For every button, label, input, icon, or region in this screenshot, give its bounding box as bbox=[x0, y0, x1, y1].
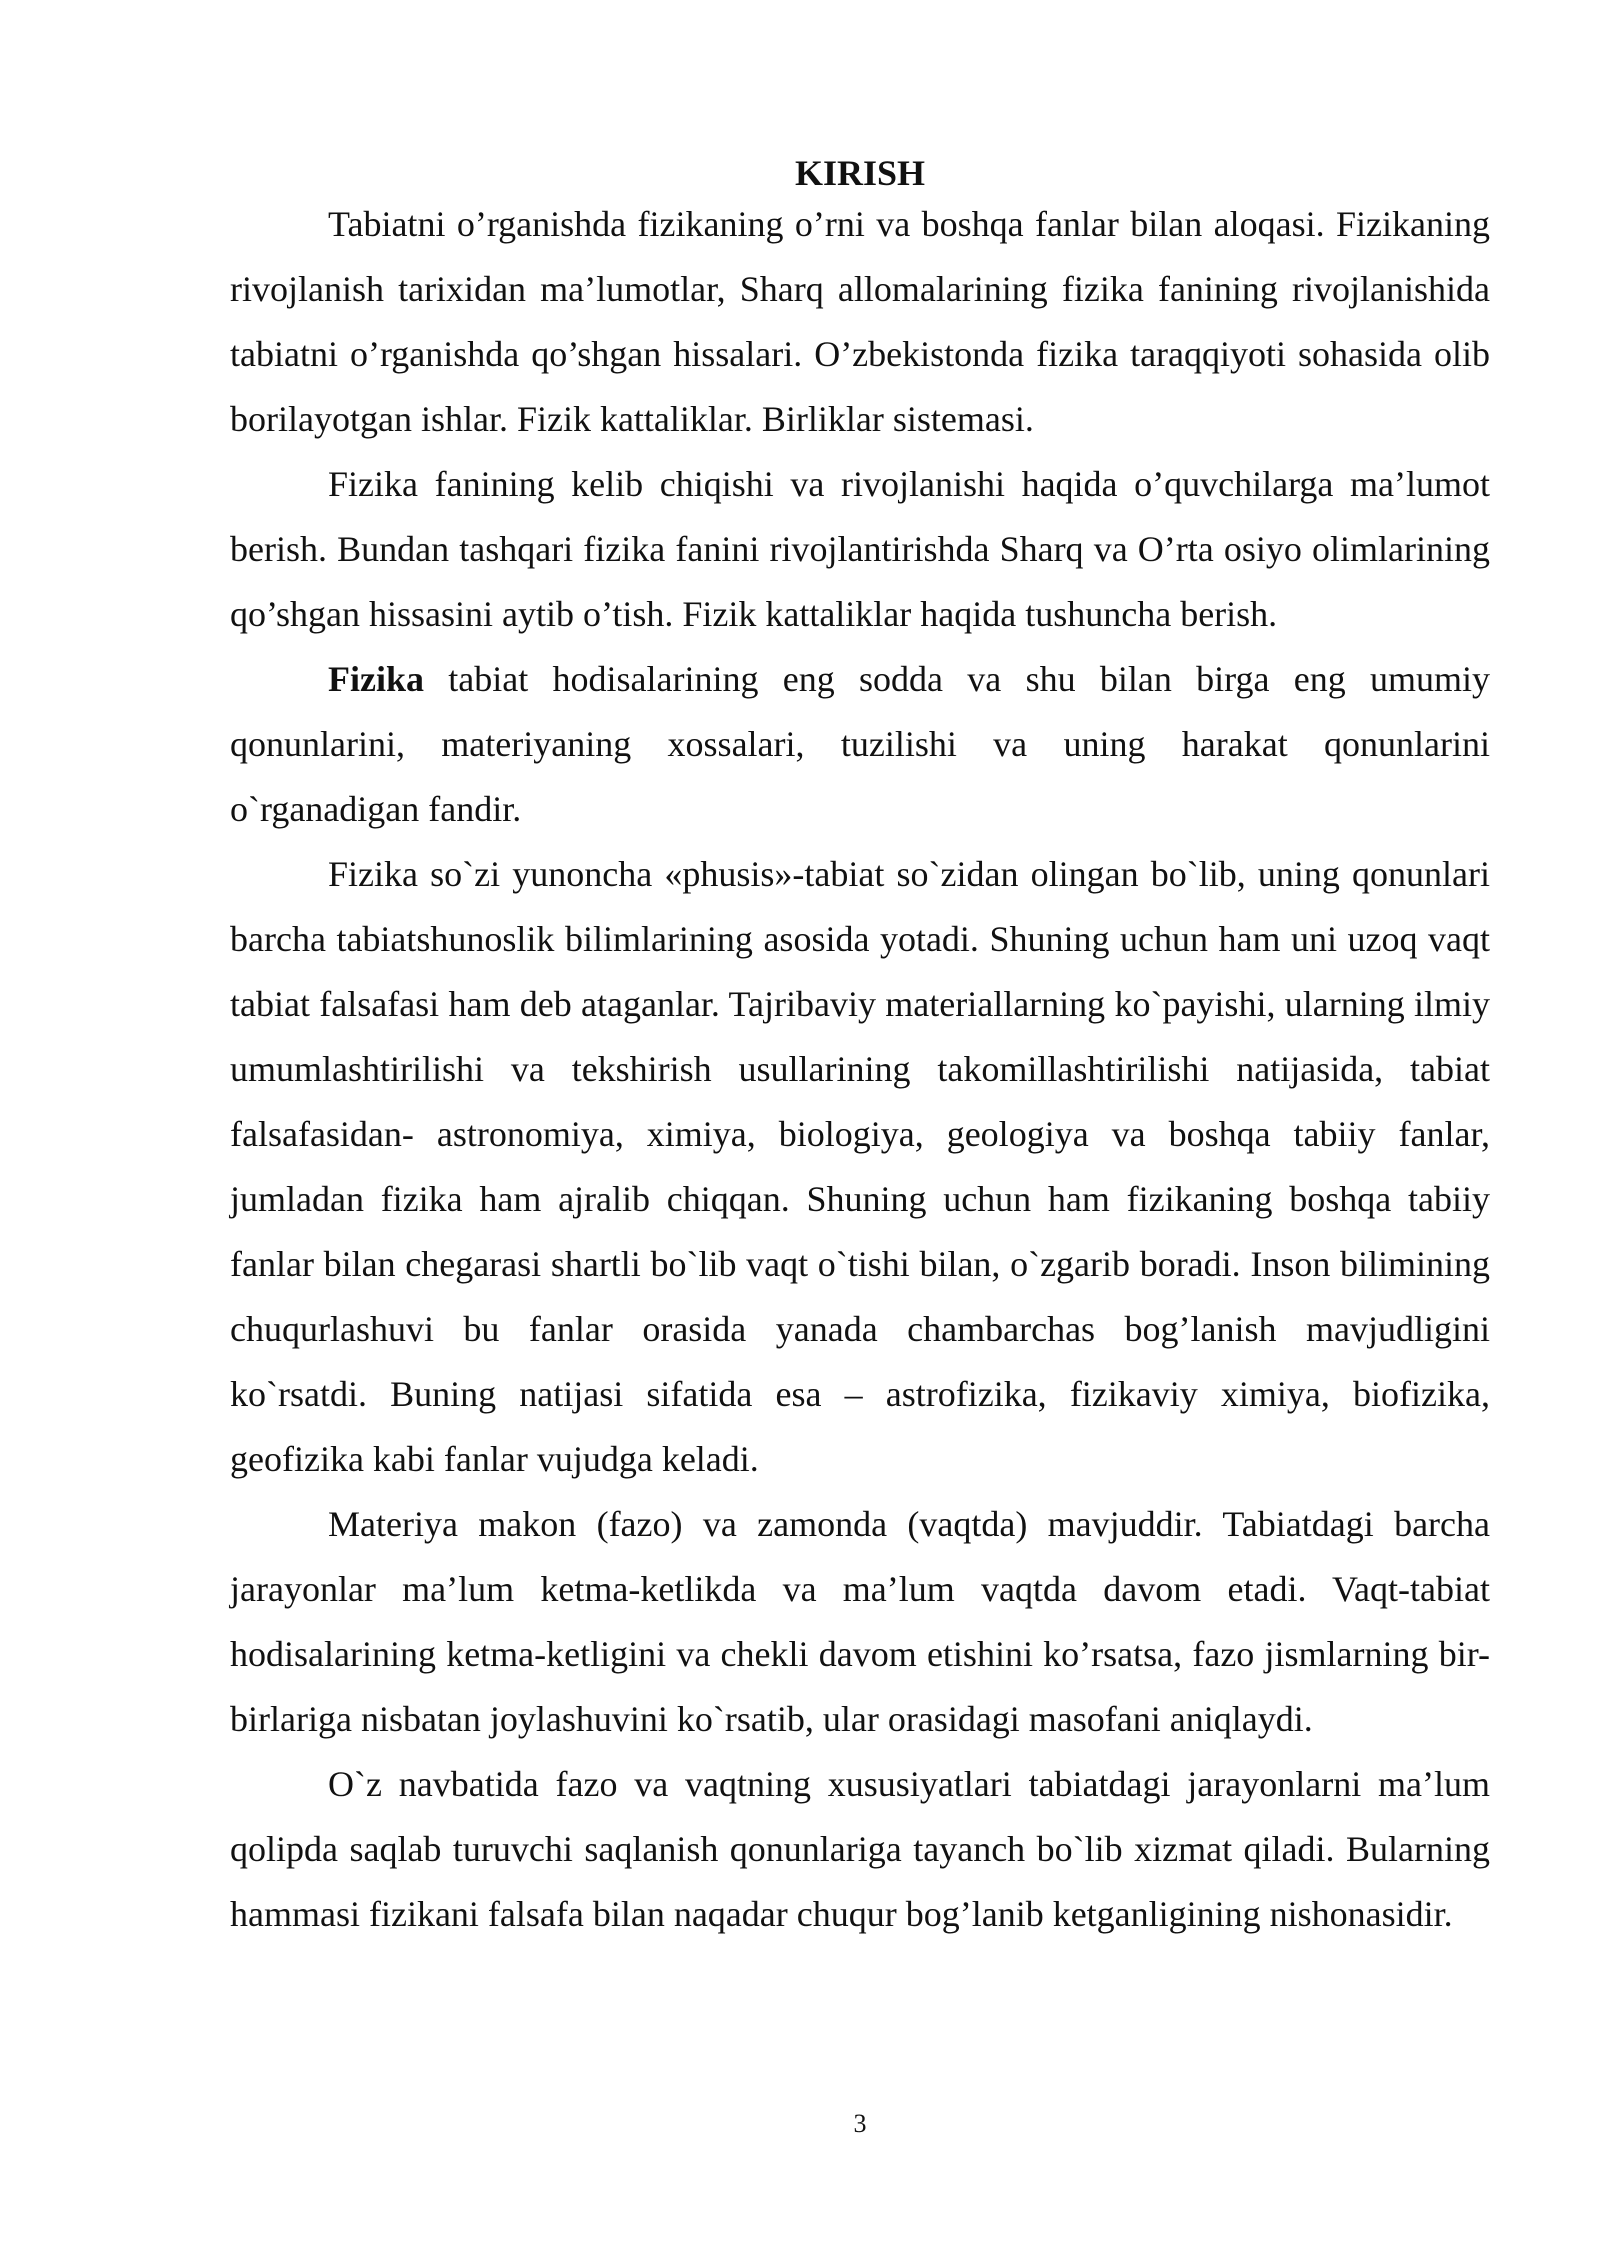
paragraph-text: tabiat hodisalarining eng sodda va shu bilan birga eng umumiy qonunlarini, materiyaning xossalari, tuzilishi va uning harakat qonunlarini o`rganadigan fandir. bbox=[230, 659, 1490, 829]
paragraph-text: Fizika so`zi yunoncha «phusis»-tabiat so`zidan olingan bo`lib, uning qonunlari barcha tabiatshunoslik bilimlarining asosida yotadi. Shuning uchun ham uni uzoq vaqt tabiat falsafasi ham deb ataganlar. Tajribaviy materiallarning ko`payishi, ularning ilmiy umumlashtirilishi va tekshirish usullarining takomillashtirilishi natijasida, tabiat falsafasidan- astronomiya, ximiya, biologiya, geologiya va boshqa tabiiy fanlar, jumladan fizika ham ajralib chiqqan. Shuning uchun ham fizikaning boshqa tabiiy fanlar bilan chegarasi shartli bo`lib vaqt o`tishi bilan, o`zgarib boradi. Inson bilimining chuqurlashuvi bu fanlar orasida yanada chambarchas bog’lanish mavjudligini ko`rsatdi. Buning natijasi sifatida esa – astrofizika, fizikaviy ximiya, biofizika, geofizika kabi fanlar vujudga keladi. bbox=[230, 854, 1490, 1479]
paragraph-text: O`z navbatida fazo va vaqtning xususiyatlari tabiatdagi jarayonlarni ma’lum qolipda saqlab turuvchi saqlanish qonunlariga tayanch bo`lib xizmat qiladi. Bularning hammasi fizikani falsafa bilan naqadar chuqur bog’lanib ketganligining nishonasidir. bbox=[230, 1764, 1490, 1934]
paragraph-6 bbox=[230, 1752, 1490, 1947]
paragraph-2 bbox=[230, 452, 1490, 647]
paragraph-3 bbox=[230, 647, 1490, 842]
paragraph-text: Fizika fanining kelib chiqishi va rivojlanishi haqida o’quvchilarga ma’lumot berish. Bundan tashqari fizika fanini rivojlantirishda Sharq va O’rta osiyo olimlarining qo’shgan hissasini aytib o’tish. Fizik kattaliklar haqida tushuncha berish. bbox=[230, 464, 1490, 634]
paragraph-text: Materiya makon (fazo) va zamonda (vaqtda) mavjuddir. Tabiatdagi barcha jarayonlar ma’lum ketma-ketlikda va ma’lum vaqtda davom etadi. Vaqt-tabiat hodisalarining ketma-ketligini va chekli davom etishini ko’rsatsa, fazo jismlarning bir-birlariga nisbatan joylashuvini ko`rsatib, ular orasidagi masofani aniqlaydi. bbox=[230, 1504, 1490, 1739]
paragraph-text: Tabiatni o’rganishda fizikaning o’rni va boshqa fanlar bilan aloqasi. Fizikaning rivojlanish tarixidan ma’lumotlar, Sharq allomalarining fizika fanining rivojlanishida tabiatni o’rganishda qo’shgan hissalari. O’zbekistonda fizika taraqqiyoti sohasida olib borilayotgan ishlar. Fizik kattaliklar. Birliklar sistemasi. bbox=[230, 204, 1490, 439]
paragraph-1 bbox=[230, 192, 1490, 452]
body-text bbox=[230, 192, 1490, 1947]
paragraph-4 bbox=[230, 842, 1490, 1492]
paragraph-5 bbox=[230, 1492, 1490, 1752]
page-number: 3 bbox=[853, 2109, 867, 2138]
term-fizika: Fizika bbox=[328, 659, 424, 699]
page-heading: KIRISH bbox=[794, 153, 926, 193]
